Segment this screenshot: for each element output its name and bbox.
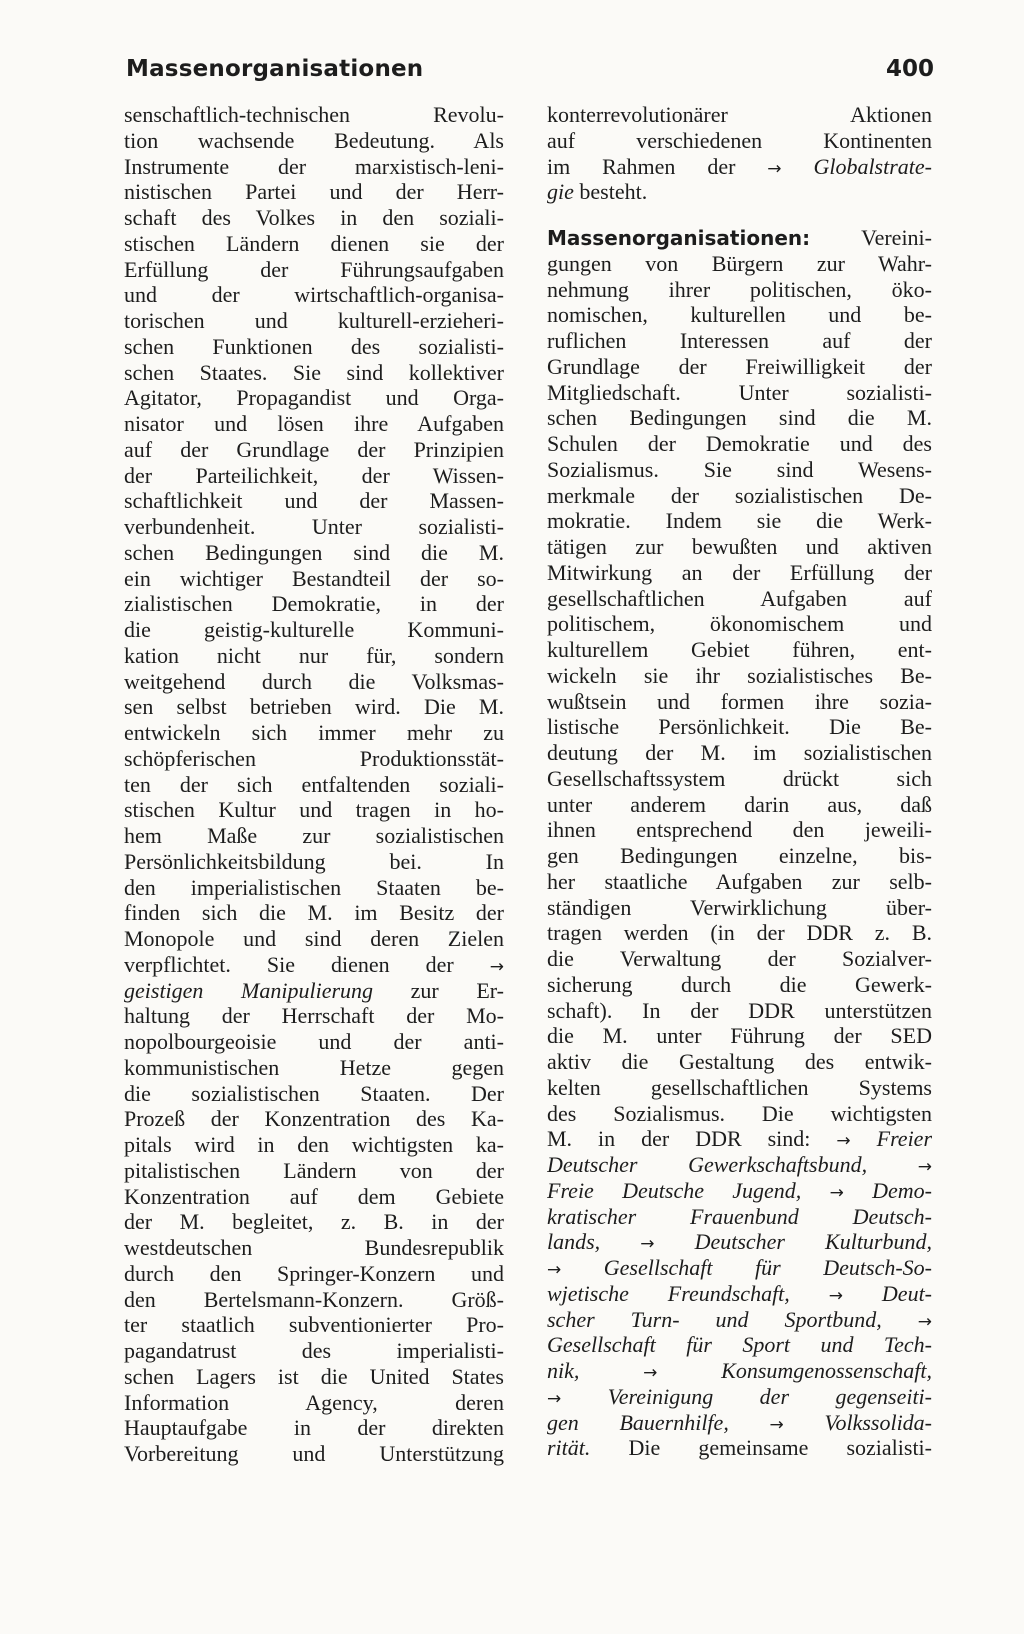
- running-head: [126, 56, 934, 86]
- text-run: torischen und kulturell-erzieheri-: [124, 308, 504, 333]
- text-run: ruflichen Interessen auf der: [547, 328, 932, 353]
- text-run: besteht.: [573, 179, 648, 205]
- cross-reference-term: gie: [547, 179, 574, 205]
- text-line: [547, 946, 932, 972]
- cross-reference-term: Freier: [876, 1126, 932, 1152]
- cross-reference-arrow-icon: →: [917, 1311, 932, 1332]
- cross-reference-term: Demo-: [872, 1177, 932, 1203]
- text-run: senschaftlich-technischen Revolu-: [124, 102, 504, 127]
- text-run: Monopole und sind deren Zielen: [124, 926, 504, 951]
- cross-reference-term: Volkssolida-: [824, 1409, 932, 1435]
- text-run: deutung der M. im sozialistischen: [547, 740, 932, 765]
- text-line: [124, 128, 504, 154]
- text-line: [124, 1106, 504, 1132]
- text-run: her staatliche Aufgaben zur selb-: [547, 868, 932, 894]
- cross-reference-arrow-icon: →: [829, 1182, 844, 1203]
- text-run: konterrevolutionärer Aktionen: [547, 102, 932, 127]
- cross-reference-term: wjetische Freundschaft,: [547, 1280, 790, 1306]
- text-run: Vorbereitung und Unterstützung: [124, 1441, 504, 1466]
- text-line: [124, 875, 504, 901]
- text-run: ter staatlich subventionierter Pro-: [124, 1312, 504, 1338]
- text-line: [124, 746, 504, 772]
- cross-reference-term: Konsumgenossenschaft,: [721, 1358, 932, 1383]
- text-line: [547, 179, 932, 205]
- text-run: weitgehend durch die Volksmas-: [124, 668, 504, 694]
- text-run: ihnen entsprechend den jeweili-: [547, 817, 932, 843]
- text-run: schöpferischen Produktionsstät-: [124, 745, 504, 771]
- cross-reference-term: nik,: [547, 1358, 580, 1383]
- text-line: [547, 586, 932, 612]
- text-run: unter anderem darin aus, daß: [547, 791, 932, 817]
- text-line: [547, 1332, 932, 1358]
- text-run: [657, 1358, 721, 1383]
- text-line: [547, 225, 932, 251]
- text-line: [547, 560, 932, 586]
- text-line: [547, 354, 932, 380]
- text-run: [561, 1255, 604, 1280]
- text-line: [547, 483, 932, 509]
- text-line: [124, 797, 504, 823]
- text-line: [124, 308, 504, 334]
- text-line: [124, 1312, 504, 1338]
- text-line: [124, 1055, 504, 1081]
- text-line: [124, 1261, 504, 1287]
- text-run: [867, 1152, 918, 1177]
- text-run: Mitwirkung an der Erfüllung der: [547, 559, 932, 585]
- cross-reference-term: Deutscher Kulturbund,: [694, 1229, 932, 1255]
- text-line: [547, 534, 932, 560]
- text-line: [547, 1281, 932, 1307]
- text-run: tätigen zur bewußten und aktiven: [547, 534, 932, 559]
- text-line: [124, 540, 504, 566]
- text-run: [655, 1229, 695, 1254]
- text-line: [124, 952, 504, 978]
- text-line: [124, 1441, 504, 1467]
- text-line: [547, 740, 932, 766]
- text-run: [843, 1281, 882, 1306]
- text-line: [547, 1126, 932, 1152]
- cross-reference-arrow-icon: →: [547, 1260, 562, 1280]
- text-run: zialistischen Demokratie, in der: [124, 591, 504, 617]
- text-run: die sozialistischen Staaten. Der: [124, 1080, 504, 1106]
- text-line: [547, 714, 932, 740]
- running-head-title: Massenorganisationen: [126, 56, 424, 82]
- text-run: wickeln sie ihr sozialistisches Be-: [547, 662, 932, 688]
- text-line: [547, 380, 932, 406]
- text-run: finden sich die M. im Besitz der: [124, 900, 504, 926]
- text-run: auf der Grundlage der Prinzipien: [124, 436, 504, 462]
- text-line: [124, 1029, 504, 1055]
- text-run: wußtsein und formen ihre sozia-: [547, 688, 932, 714]
- text-run: M. in der DDR sind:: [547, 1126, 837, 1152]
- cross-reference-term: Freie Deutsche Jugend,: [547, 1177, 802, 1203]
- cross-reference-arrow-icon: →: [917, 1157, 932, 1177]
- text-run: listische Persönlichkeit. Die Be-: [547, 714, 932, 740]
- cross-reference-term: geistigen Manipulierung: [124, 977, 374, 1003]
- text-line: [547, 1075, 932, 1101]
- text-run: nopolbourgeoisie und der anti-: [124, 1029, 504, 1054]
- text-line: [547, 1307, 932, 1333]
- text-line: [124, 566, 504, 592]
- text-run: kulturellem Gebiet führen, ent-: [547, 637, 932, 662]
- text-line: [547, 1101, 932, 1127]
- text-run: pitalistischen Ländern von der: [124, 1157, 504, 1183]
- text-line: [124, 179, 504, 205]
- text-line: [124, 643, 504, 669]
- text-run: [851, 1126, 877, 1151]
- text-run: schen Bedingungen sind die M.: [547, 405, 932, 431]
- text-run: schaft). In der DDR unterstützen: [547, 997, 932, 1023]
- text-line: [124, 1003, 504, 1029]
- text-line: [124, 772, 504, 798]
- text-line: [124, 385, 504, 411]
- entry-headword: Massenorganisationen:: [547, 226, 811, 250]
- text-line: [124, 1184, 504, 1210]
- text-column-left: [124, 102, 504, 1467]
- text-run: [579, 1358, 643, 1383]
- text-run: haltung der Herrschaft der Mo-: [124, 1003, 504, 1029]
- text-line: [124, 360, 504, 386]
- text-line: [547, 251, 932, 277]
- text-line: [124, 900, 504, 926]
- text-line: [547, 328, 932, 354]
- text-line: [547, 1410, 932, 1436]
- text-run: gen Bedingungen einzelne, bis-: [547, 843, 932, 868]
- text-run: Sozialismus. Sie sind Wesens-: [547, 456, 932, 482]
- text-line: [124, 1132, 504, 1158]
- text-line: [547, 998, 932, 1024]
- text-run: ten der sich entfaltenden soziali-: [124, 771, 504, 797]
- text-run: Schulen der Demokratie und des: [547, 431, 932, 456]
- text-run: kation nicht nur für, sondern: [124, 642, 504, 668]
- text-line: [547, 920, 932, 946]
- text-run: verpflichtet. Sie dienen der: [124, 951, 490, 977]
- text-run: schen Lagers ist die United States: [124, 1363, 504, 1389]
- text-run: [790, 1281, 829, 1306]
- text-line: [547, 277, 932, 303]
- text-line: [547, 1435, 932, 1461]
- text-run: Information Agency, deren: [124, 1389, 504, 1415]
- text-line: [124, 926, 504, 952]
- text-run: Instrumente der marxistisch-leni-: [124, 153, 504, 179]
- text-run: des Sozialismus. Die wichtigsten: [547, 1100, 932, 1126]
- text-line: [547, 405, 932, 431]
- cross-reference-term: lands,: [547, 1229, 601, 1255]
- text-line: [124, 154, 504, 180]
- text-run: Hauptaufgabe in der direkten: [124, 1415, 504, 1441]
- text-run: sicherung durch die Gewerk-: [547, 971, 932, 997]
- text-run: Die gemeinsame sozialisti-: [590, 1435, 932, 1461]
- text-line: [124, 1081, 504, 1107]
- cross-reference-term: Deut-: [881, 1280, 932, 1306]
- text-run: Vereini-: [810, 225, 932, 250]
- text-run: schen Staates. Sie sind kollektiver: [124, 359, 504, 385]
- text-line: [124, 1287, 504, 1313]
- cross-reference-term: kratischer Frauenbund Deutsch-: [547, 1203, 932, 1229]
- text-run: die geistig-kulturelle Kommuni-: [124, 617, 504, 642]
- text-line: [547, 1358, 932, 1384]
- cross-reference-arrow-icon: →: [643, 1363, 658, 1383]
- text-line: [547, 128, 932, 154]
- text-line: [547, 611, 932, 637]
- text-line: [124, 282, 504, 308]
- text-line: [547, 689, 932, 715]
- text-run: politischem, ökonomischem und: [547, 611, 932, 637]
- text-run: nehmung ihrer politischen, öko-: [547, 276, 932, 302]
- text-line: [124, 1235, 504, 1261]
- text-line: [124, 463, 504, 489]
- cross-reference-arrow-icon: →: [769, 1414, 784, 1435]
- text-run: schen Bedingungen sind die M.: [124, 539, 504, 565]
- text-line: [124, 849, 504, 875]
- text-line: [547, 302, 932, 328]
- text-run: verbundenheit. Unter sozialisti-: [124, 514, 504, 539]
- text-run: [782, 154, 814, 179]
- text-run: entwickeln sich immer mehr zu: [124, 720, 504, 745]
- text-line: [547, 843, 932, 869]
- text-run: Mitgliedschaft. Unter sozialisti-: [547, 379, 932, 405]
- text-run: schaft des Volkes in den soziali-: [124, 205, 504, 230]
- text-run: Konzentration auf dem Gebiete: [124, 1183, 504, 1209]
- text-run: pagandatrust des imperialisti-: [124, 1338, 504, 1363]
- text-run: und der wirtschaftlich-organisa-: [124, 282, 504, 308]
- text-line: [124, 1158, 504, 1184]
- text-run: [600, 1229, 640, 1254]
- text-run: zur Er-: [373, 977, 504, 1003]
- text-run: Grundlage der Freiwilligkeit der: [547, 353, 932, 379]
- text-run: gesellschaftlichen Aufgaben auf: [547, 585, 932, 611]
- text-line: [124, 1338, 504, 1364]
- cross-reference-term: rität.: [547, 1435, 591, 1461]
- text-run: sen selbst betrieben wird. Die M.: [124, 694, 504, 720]
- text-run: nomischen, kulturellen und be-: [547, 302, 932, 328]
- text-run: merkmale der sozialistischen De-: [547, 482, 932, 508]
- text-line: [124, 334, 504, 360]
- cross-reference-term: Vereinigung der gegenseiti-: [607, 1383, 932, 1409]
- text-run: aktiv die Gestaltung des entwik-: [547, 1049, 932, 1074]
- text-run: auf verschiedenen Kontinenten: [547, 127, 932, 153]
- text-run: [561, 1384, 607, 1409]
- text-run: Persönlichkeitsbildung bei. In: [124, 848, 504, 874]
- text-line: [547, 895, 932, 921]
- text-run: ein wichtiger Bestandteil der so-: [124, 565, 504, 591]
- text-run: pitals wird in den wichtigsten ka-: [124, 1132, 504, 1157]
- text-line: [124, 231, 504, 257]
- text-line: [547, 972, 932, 998]
- text-run: Agitator, Propagandist und Orga-: [124, 385, 504, 411]
- text-line: [547, 1229, 932, 1255]
- text-line: [547, 457, 932, 483]
- text-run: westdeutschen Bundesrepublik: [124, 1235, 504, 1260]
- text-run: schaftlichkeit und der Massen-: [124, 488, 504, 514]
- text-line: [124, 102, 504, 128]
- text-run: nisator und lösen ihre Aufgaben: [124, 411, 504, 436]
- text-run: [801, 1178, 829, 1203]
- text-line: [124, 1390, 504, 1416]
- text-run: Erfüllung der Führungsaufgaben: [124, 256, 504, 282]
- cross-reference-arrow-icon: →: [767, 158, 782, 179]
- text-line: [547, 663, 932, 689]
- cross-reference-term: Deutscher Gewerkschaftsbund,: [547, 1152, 868, 1177]
- text-run: der Parteilichkeit, der Wissen-: [124, 462, 504, 488]
- text-line: [124, 1209, 504, 1235]
- text-line: [547, 431, 932, 457]
- text-line: [124, 669, 504, 695]
- text-line: [124, 617, 504, 643]
- text-run: die Verwaltung der Sozialver-: [547, 946, 932, 971]
- text-run: mokratie. Indem sie die Werk-: [547, 508, 932, 534]
- text-line: [124, 591, 504, 617]
- text-run: ständigen Verwirklichung über-: [547, 894, 932, 920]
- cross-reference-arrow-icon: →: [489, 956, 504, 977]
- text-line: [547, 869, 932, 895]
- cross-reference-arrow-icon: →: [547, 1388, 562, 1409]
- text-line: [547, 154, 932, 180]
- text-line: [547, 1384, 932, 1410]
- text-run: schen Funktionen des sozialisti-: [124, 333, 504, 359]
- cross-reference-arrow-icon: →: [836, 1131, 851, 1152]
- text-line: [547, 1152, 932, 1178]
- text-run: Gesellschaftssystem drückt sich: [547, 765, 932, 791]
- text-run: im Rahmen der: [547, 153, 768, 179]
- text-run: die M. unter Führung der SED: [547, 1023, 932, 1049]
- text-run: stischen Kultur und tragen in ho-: [124, 797, 504, 823]
- cross-reference-arrow-icon: →: [640, 1234, 655, 1255]
- text-run: tragen werden (in der DDR z. B.: [547, 920, 932, 946]
- text-run: gungen von Bürgern zur Wahr-: [547, 250, 932, 276]
- text-line: [124, 1364, 504, 1390]
- text-line: [547, 1204, 932, 1230]
- text-line: [547, 102, 932, 128]
- text-line: [547, 817, 932, 843]
- text-line: [124, 823, 504, 849]
- cross-reference-term: Gesellschaft für Deutsch-So-: [603, 1255, 932, 1280]
- cross-reference-arrow-icon: →: [828, 1285, 843, 1306]
- text-run: den Bertelsmann-Konzern. Größ-: [124, 1286, 504, 1312]
- text-line: [124, 411, 504, 437]
- text-line: [547, 1255, 932, 1281]
- text-run: stischen Ländern dienen sie der: [124, 230, 504, 256]
- text-line: [124, 257, 504, 283]
- cross-reference-term: Gesellschaft für Sport und Tech-: [547, 1332, 932, 1358]
- text-run: [784, 1410, 825, 1435]
- text-line: [124, 978, 504, 1004]
- text-line: [547, 1049, 932, 1075]
- text-line: [547, 1178, 932, 1204]
- text-run: der M. begleitet, z. B. in der: [124, 1209, 504, 1235]
- cross-reference-term: scher Turn- und Sportbund,: [547, 1306, 882, 1332]
- text-run: tion wachsende Bedeutung. Als: [124, 127, 504, 153]
- text-run: nistischen Partei und der Herr-: [124, 179, 504, 205]
- cross-reference-term: gen Bauernhilfe,: [547, 1409, 729, 1435]
- text-run: kelten gesellschaftlichen Systems: [547, 1074, 932, 1100]
- text-line: [547, 508, 932, 534]
- text-line: [124, 694, 504, 720]
- text-run: den imperialistischen Staaten be-: [124, 874, 504, 900]
- text-run: [844, 1178, 872, 1203]
- text-line: [547, 1023, 932, 1049]
- text-line: [547, 792, 932, 818]
- text-run: durch den Springer-Konzern und: [124, 1260, 504, 1286]
- text-run: Prozeß der Konzentration des Ka-: [124, 1106, 504, 1132]
- text-line: [124, 1415, 504, 1441]
- text-run: hem Maße zur sozialistischen: [124, 823, 504, 848]
- cross-reference-term: Globalstrate-: [813, 153, 932, 179]
- text-run: [729, 1410, 770, 1435]
- text-line: [124, 720, 504, 746]
- page-number: 400: [885, 56, 934, 82]
- text-line: [547, 766, 932, 792]
- text-line: [124, 205, 504, 231]
- text-line: [124, 514, 504, 540]
- text-run: [882, 1307, 918, 1332]
- text-run: kommunistischen Hetze gegen: [124, 1054, 504, 1080]
- text-line: [124, 437, 504, 463]
- text-line: [547, 637, 932, 663]
- text-column-right: [547, 102, 932, 1461]
- text-line: [124, 488, 504, 514]
